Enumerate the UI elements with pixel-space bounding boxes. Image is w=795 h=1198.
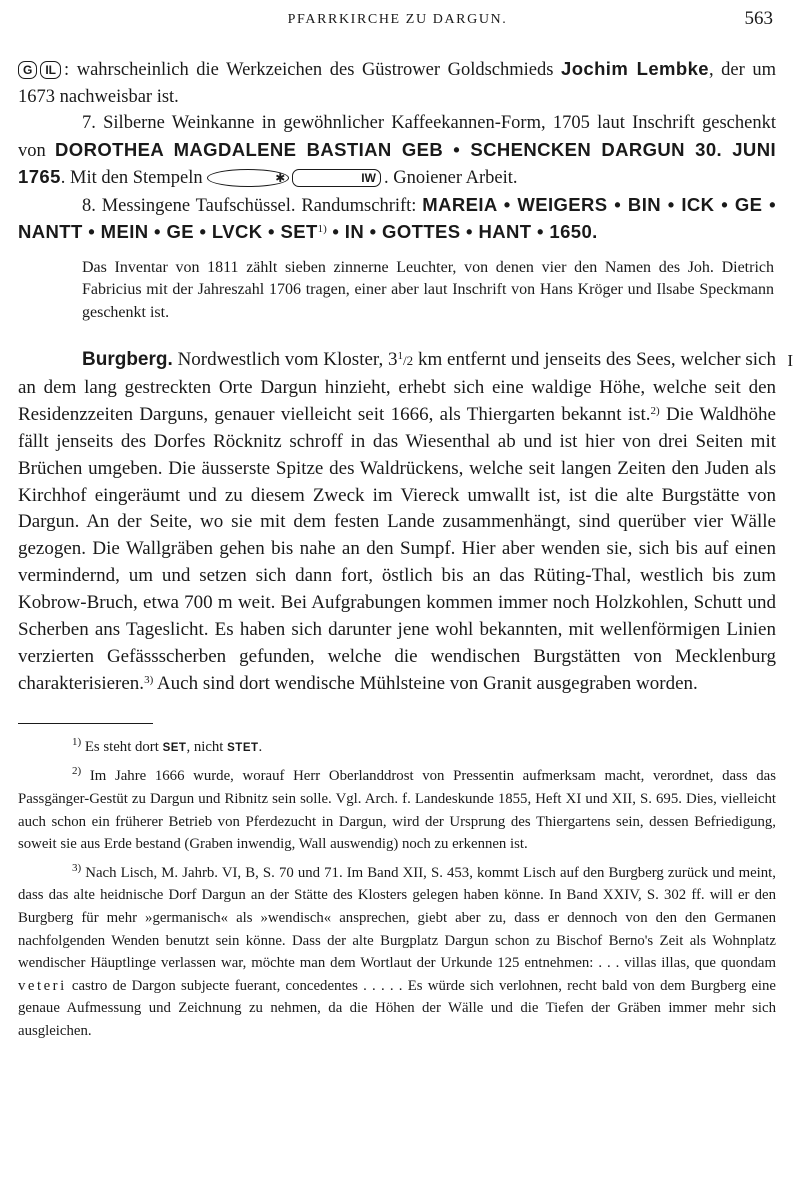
item-8-inscription-a: MAREIA • WEIGERS • BIN • ICK • GE • NANTT • MEIN • GE • LVCK • SET xyxy=(18,193,776,242)
footnote-divider xyxy=(18,723,153,724)
inventory-items xyxy=(18,56,776,247)
item-6-tail: , der um 1673 nachweisbar ist. xyxy=(18,60,776,107)
footnote-1 xyxy=(18,736,776,760)
footnote-3-text-a: Nach Lisch, M. Jahrb. VI, B, S. 70 und 71. Im Band XII, S. 453, kommt Lisch auf den Burgberg zurück und meint, dass das alte heidnische Dorf Dargun an der Stätte des Klosters gelegen haben könne. In Band XXIV, S. 302 ff. will er den Burgberg für mehr »germanisch« als »wendisch« ansprechen, giebt aber zu, dass er dennoch von den den Germanen nachfolgenden Wenden benutzt sein könne. Dass der alte Burgplatz Dargun schon zu Bischof Berno's Zeit als Wohnplatz wendischer Häuptlinge verlassen war, möchte man dem Wortlaut der Urkunde 125 entnehmen: . . . villas illas, que quondam xyxy=(18,864,776,972)
footnote-1-set: SET xyxy=(162,741,187,754)
footnote-3-marker: 3) xyxy=(72,861,82,874)
item-8-inscription-b: • IN • GOTTES • HANT • 1650. xyxy=(326,221,598,242)
footnote-ref-1: 1) xyxy=(317,223,327,235)
footnote-2 xyxy=(18,765,776,855)
footnote-1-marker: 1) xyxy=(72,735,82,748)
item-7-inscription: DOROTHEA MAGDALENE BASTIAN GEB • SCHENCKEN DARGUN 30. JUNI 1765 xyxy=(18,138,776,187)
footnote-3-veteri: veteri xyxy=(18,977,67,994)
burgberg-part-2: km entfernt und jenseits des Sees, welcher sich an dem lang gestreckten Orte Dargun hinzieht, erhebt sich eine waldige Höhe, welche seit den Residenzzeiten Darguns, genauer vielleicht seit 1666, als Thiergarten bekannt ist. xyxy=(18,349,776,425)
fraction-numerator: 1 xyxy=(397,350,404,362)
item-6-paragraph xyxy=(18,56,776,110)
item-7-mid: . Mit den Stempeln xyxy=(60,168,208,188)
inventory-text: Das Inventar von 1811 zählt sieben zinnerne Leuchter, von denen vier den Namen des Joh. Dietrich Fabricius mit der Jahreszahl 1706 tragen, einer aber laut Inschrift von Hans Kröger und Ilsabe Speckmann geschenkt ist. xyxy=(82,258,774,321)
item-7-paragraph xyxy=(18,110,776,192)
footnote-ref-3: 3) xyxy=(144,673,154,686)
burgberg-paragraph xyxy=(18,347,776,698)
maker-mark-g: G xyxy=(18,61,37,79)
item-6-text: : wahrscheinlich die Werkzeichen des Güstrower Goldschmieds xyxy=(64,60,562,80)
footnote-ref-2: 2) xyxy=(650,404,660,417)
inventory-note xyxy=(18,257,776,325)
footnote-1-text-a: Es steht dort xyxy=(81,738,163,755)
burgberg-part-3: Die Waldhöhe fällt jenseits des Dorfes Röcknitz schroff in das Wiesenthal ab und ist hier von drei Seiten mit Brüchen umgeben. Die äusserste Spitze des Waldrückens, welche seit langen Zeiten den Juden als Kirchhof eingeräumt und zu diesem Zweck im Viereck umwallt ist, ist die alte Burgstätte von Dargun. An der Seite, wo sie mit dem festen Lande zusammenhängt, sind querüber vier Wälle gezogen. Die Wallgräben gehen bis nahe an den Sumpf. Hier aber wenden sie, sich bis auf einen vermindernd, um und setzen sich dann fort, östlich bis an das Rüting-Thal, westlich bis zum Kobrow-Bruch, etwa 700 m weit. Bei Aufgrabungen kommen immer noch Holzkohlen, Schutt und Scherben ans Tageslicht. Es haben sich darunter jene wohl bekannten, mit wellenförmigen Linien verzierten Gefässscherben gefunden, welche die wendischen Burgstätten von Mecklenburg charakterisieren. xyxy=(18,403,776,694)
margin-mark: I xyxy=(787,351,793,370)
page-header xyxy=(0,8,795,38)
item-8-paragraph xyxy=(18,192,776,247)
item-7-tail: . Gnoiener Arbeit. xyxy=(383,168,518,188)
footnotes xyxy=(18,736,776,1043)
footnote-3 xyxy=(18,862,776,1043)
maker-mark-il: IL xyxy=(40,61,61,79)
burgberg-part-4: Auch sind dort wendische Mühlsteine von Granit ausgegraben worden. xyxy=(153,672,698,694)
footnote-1-text-b: , nicht xyxy=(186,738,228,755)
running-title: PFARRKIRCHE ZU DARGUN. xyxy=(287,12,508,27)
burgberg-section xyxy=(18,347,776,698)
goldsmith-name: Jochim Lembke xyxy=(561,58,709,79)
burgberg-heading: Burgberg. xyxy=(82,349,173,370)
maker-mark-iw: IW xyxy=(292,169,381,187)
burgberg-part-1: Nordwestlich vom Kloster, 3 xyxy=(172,349,398,370)
footnote-1-text-c: . xyxy=(258,738,263,755)
item-8-lead: 8. Messingene Taufschüssel. Randumschrift: xyxy=(82,195,423,216)
star-stamp-icon: ✱ xyxy=(207,169,289,187)
fraction-denominator: /2 xyxy=(403,353,414,368)
footnote-1-stet: STET xyxy=(227,741,259,754)
footnote-2-text: Im Jahre 1666 wurde, worauf Herr Oberlanddrost von Pressentin aufmerksam macht, verordnet, dass das Passgänger-Gestüt zu Dargun und Ribnitz sein solle. Vgl. Arch. f. Landeskunde 1855, Heft XI und XII, S. 695. Dies, vielleicht auch schon ein früherer Betrieb von Pferdezucht in Dargun, wird der Ursprung des Thiergartens sein, dessen Befriedigung, soweit sie aus Erde bestand (Graben inwendig, Wall auswendig) noch zu erkennen ist. xyxy=(18,768,776,853)
item-7-lead: 7. Silberne Weinkanne in gewöhnlicher Kaffeekannen-Form, 1705 laut Inschrift geschenkt von xyxy=(18,113,776,161)
footnote-3-text-b: castro de Dargon subjecte fuerant, concedentes . . . . . Es würde sich verlohnen, recht bald von dem Burgberg eine genaue Aufmessung und Zeichnung zu nehmen, da die Höhen der Wälle und die Tiefen der Gräben immer mehr sich ausgleichen. xyxy=(18,977,776,1039)
page-number: 563 xyxy=(744,8,773,29)
footnote-2-marker: 2) xyxy=(72,765,82,778)
page-body xyxy=(18,56,776,1049)
